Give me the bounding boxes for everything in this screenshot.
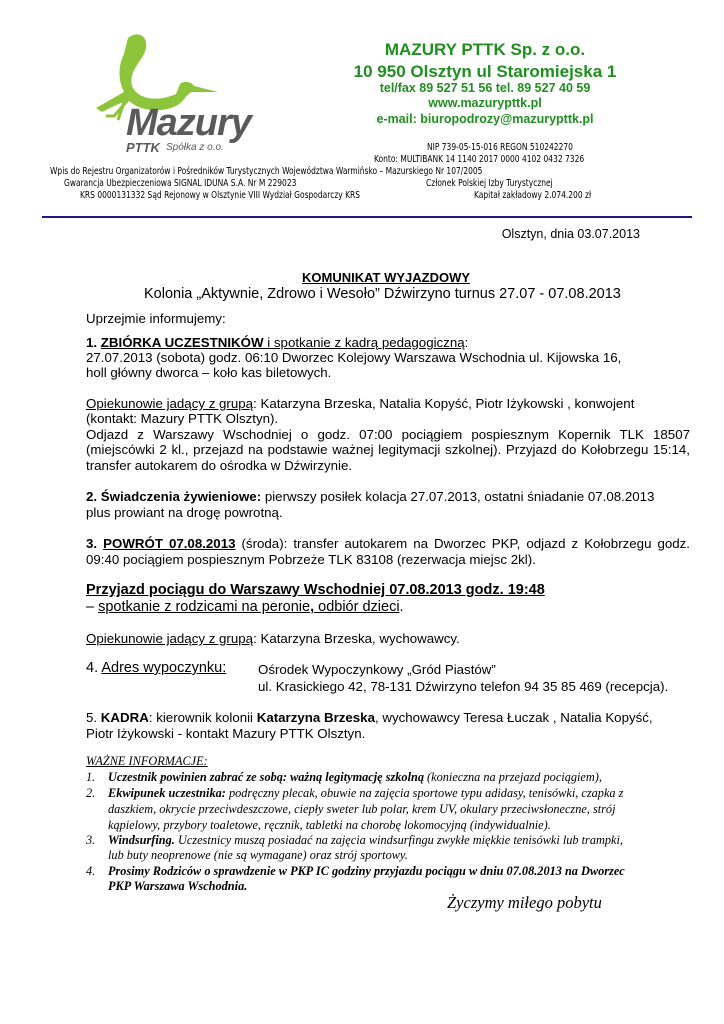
company-email: e-mail: biuropodrozy@mazurypttk.pl [376, 112, 594, 126]
logo-pttk: PTTK [126, 140, 160, 155]
info-bold: Windsurfing. [108, 833, 175, 847]
s2-head: 2. Świadczenia żywieniowe: [86, 489, 262, 504]
arrival-heading: Przyjazd pociągu do Warszawy Wschodniej 07.08.2013 godz. 19:48 [86, 582, 545, 598]
guardians-return [86, 631, 460, 646]
company-address: 10 950 Olsztyn ul Staromiejska 1 [353, 62, 617, 81]
s4-line: ul. Krasickiego 42, 78-131 Dźwirzyno telefon 94 35 85 469 (recepcja). [258, 679, 669, 694]
s2-line: plus prowiant na drogę powrotną. [86, 505, 283, 520]
s2-text: pierwszy posiłek kolacja 27.07.2013, ostatni śniadanie 07.08.2013 [261, 489, 655, 504]
s4-line: Ośrodek Wypoczynkowy „Gród Piastów” [258, 662, 496, 677]
info-line: kąpielowy, przybory toaletowe, ręcznik, tabletki na chorobę lokomocyjną (indywidualnie). [108, 818, 551, 832]
guardians-label: Opiekunowie jadący z grupą [86, 631, 254, 646]
info-bold: Uczestnik powinien zabrać ze sobą: ważną legitymację szkolną [108, 770, 424, 784]
chamber-member: Członek Polskiej Izby Turystycznej [426, 178, 553, 189]
section-2 [86, 489, 654, 504]
document-subtitle: Kolonia „Aktywnie, Zdrowo i Wesoło” Dźwirzyno turnus 27.07 - 07.08.2013 [144, 286, 621, 302]
section-4 [86, 660, 226, 676]
section-1-heading: 1. ZBIÓRKA UCZESTNIKÓW i spotkanie z kadrą pedagogiczną: [86, 335, 469, 350]
s3-num: 3. [86, 536, 104, 551]
s3-line: 09:40 pociągiem pospiesznym Pobrzeże TLK 83108 (rezerwacja miejsc 2kl). [86, 552, 536, 567]
section-3 [86, 536, 690, 551]
info-text: (konieczna na przejazd pociągiem), [423, 770, 602, 784]
s1-guardians [86, 396, 634, 411]
registry-entry: Wpis do Rejestru Organizatorów i Pośredników Turystycznych Województwa Warmińsko – Mazurskiego Nr 107/2005 [50, 166, 483, 177]
meeting-text: spotkanie z rodzicami na peronie [98, 599, 311, 615]
info-text: Uczestnicy muszą posiadać na zajęcia windsurfingu zwykłe miękkie tenisówki lub trampki, [174, 833, 623, 847]
s5-text2: , wychowawcy Teresa Łuczak , Natalia Kopyść, [374, 710, 653, 725]
info-heading: WAŻNE INFORMACJE: [86, 754, 208, 768]
info-num: 4. [86, 864, 96, 878]
document-date: Olsztyn, dnia 03.07.2013 [501, 227, 640, 241]
info-num: 3. [86, 833, 96, 847]
company-website: www.mazurypttk.pl [428, 96, 542, 110]
info-line: lub buty neoprenowe (nie są wymagane) oraz strój sportowy. [108, 848, 408, 862]
guardians-text: : Katarzyna Brzeska, Natalia Kopyść, Piotr Iżykowski , konwojent [253, 396, 635, 411]
document-title: KOMUNIKAT WYJAZDOWY [301, 270, 471, 285]
company-logo [88, 30, 278, 160]
arrival-line [86, 599, 404, 615]
s1-line: transfer autokarem do ośrodka w Dźwirzynie. [86, 458, 353, 473]
bank-account: Konto: MULTIBANK 14 1140 2017 0000 4102 0432 7326 [374, 154, 585, 165]
pickup-text: odbiór dzieci [314, 599, 400, 615]
info-num: 1. [86, 770, 96, 784]
s1-line: holl główny dworca – koło kas biletowych. [86, 365, 332, 380]
s5-head: KADRA [100, 710, 149, 725]
info-bold: Prosimy Rodziców o sprawdzenie w PKP IC godziny przyjazdu pociągu w dniu 07.08.2013 na Dworzec [108, 864, 625, 878]
s5-text: : kierownik kolonii [148, 710, 257, 725]
share-capital: Kapitał zakładowy 2.074.200 zł [474, 190, 592, 201]
s1-head: ZBIÓRKA UCZESTNIKÓW [100, 335, 264, 350]
info-text: podręczny plecak, obuwie na zajęcia sportowe typu adidasy, tenisówki, czapka z [225, 786, 624, 800]
s5-name: Katarzyna Brzeska [256, 710, 375, 725]
s4-num: 4. [86, 660, 102, 676]
period: . [399, 599, 404, 615]
greeting: Uprzejmie informujemy: [86, 311, 226, 326]
insurance: Gwarancja Ubezpieczeniowa SIGNAL IDUNA S.A. Nr M 229023 [64, 178, 297, 189]
dash: – [86, 599, 99, 615]
s1-head2: i spotkanie z kadrą pedagogiczną [263, 335, 465, 350]
s1-num: 1. [86, 335, 101, 350]
s3-text: (środa): transfer autokarem na Dworzec PKP, odjazd z Kołobrzegu godz. [235, 536, 690, 551]
s1-line: Odjazd z Warszawy Wschodniej o godz. 07:00 pociągiem pospiesznym Kopernik TLK 18507 [86, 427, 690, 442]
logo-spolka: Spółka z o.o. [166, 142, 224, 153]
info-num: 2. [86, 786, 96, 800]
s5-line: Piotr Iżykowski - kontakt Mazury PTTK Olsztyn. [86, 726, 366, 741]
company-name: MAZURY PTTK Sp. z o.o. [384, 40, 586, 59]
s1-line: 27.07.2013 (sobota) godz. 06:10 Dworzec Kolejowy Warszawa Wschodnia ul. Kijowska 16, [86, 350, 622, 365]
info-line: daszkiem, okrycie przeciwdeszczowe, ciepły sweter lub polar, krem UV, okulary przeciwsłoneczne, strój [108, 802, 616, 816]
s3-head: POWRÓT 07.08.2013 [103, 536, 236, 551]
s1-line: (kontakt: Mazury PTTK Olsztyn). [86, 411, 279, 426]
comma: , [310, 599, 315, 615]
guardians-text: : Katarzyna Brzeska, wychowawcy. [253, 631, 460, 646]
section-5 [86, 710, 653, 725]
info-bold: Ekwipunek uczestnika: [108, 786, 226, 800]
header-divider [42, 216, 692, 218]
s5-num: 5. [86, 710, 101, 725]
company-phone: tel/fax 89 527 51 56 tel. 89 527 40 59 [379, 81, 591, 95]
s1-line: (miejscówki 2 kl., przejazd na podstawie ważnej legitymacji szkolnej). Przyjazd do Kołobrzegu 15:14, [86, 442, 690, 457]
krs: KRS 0000131332 Sąd Rejonowy w Olsztynie VIII Wydział Gospodarczy KRS [80, 190, 361, 201]
closing: Życzymy miłego pobytu [447, 893, 602, 912]
logo-word: Mazury [126, 102, 251, 144]
info-line: PKP Warszawa Wschodnia. [108, 879, 248, 893]
nip-regon: NIP 739-05-15-016 REGON 510242270 [427, 142, 573, 153]
s4-label: Adres wypoczynku: [101, 660, 227, 676]
guardians-label: Opiekunowie jadący z grupą [86, 396, 254, 411]
